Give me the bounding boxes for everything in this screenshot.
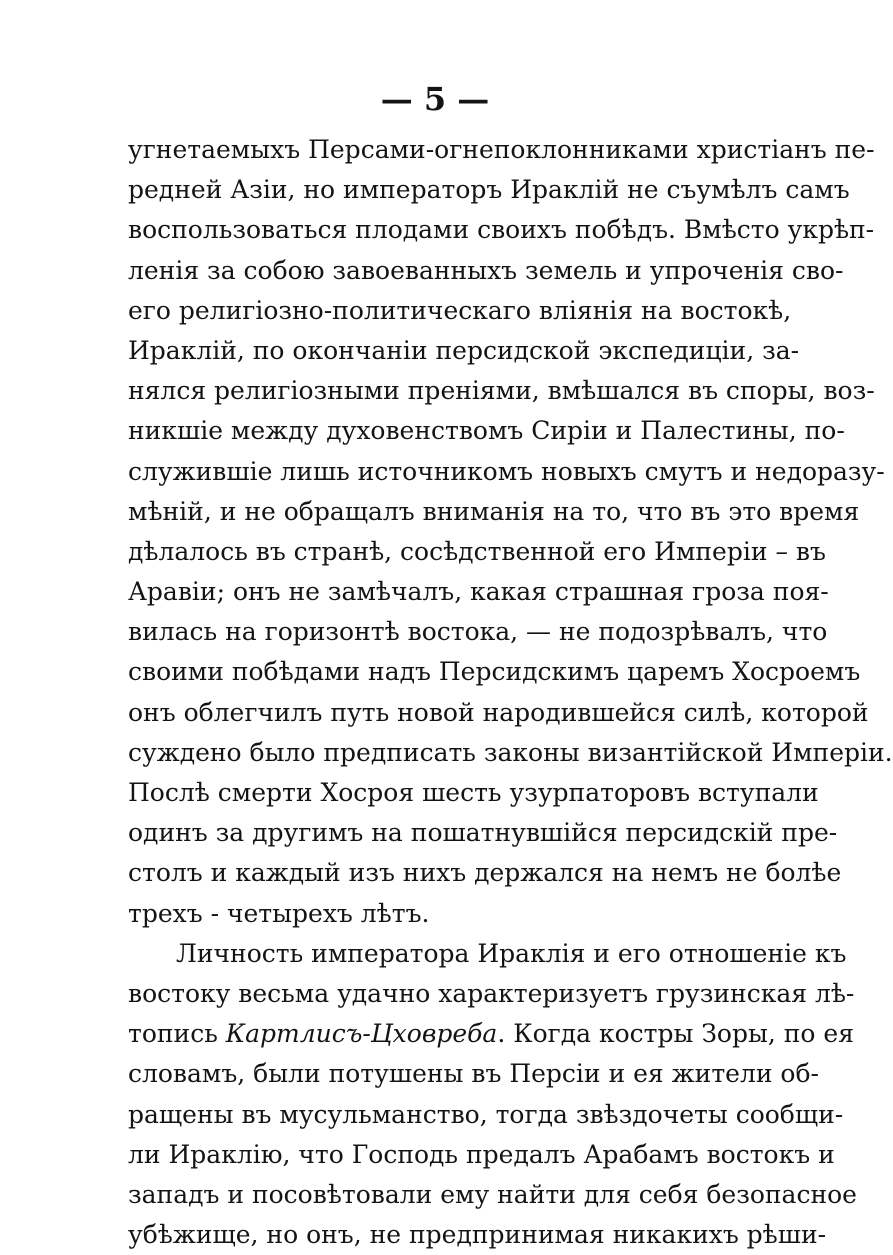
text-line: одинъ за другимъ на пошатнувшійся персидскій пре- — [128, 818, 838, 848]
text-line: западъ и посовѣтовали ему найти для себя безопасное — [128, 1179, 857, 1209]
text-line: столъ и каждый изъ нихъ держался на немъ не болѣе — [128, 858, 842, 888]
text-line: востоку весьма удачно характеризуетъ грузинская лѣ- — [128, 978, 855, 1008]
text-line: служившіе лишь источникомъ новыхъ смутъ и недоразу- — [128, 456, 885, 486]
text-line: дѣлалось въ странѣ, сосѣдственной его Имперіи – въ — [128, 536, 826, 566]
text-line: никшіе между духовенствомъ Сиріи и Палестины, по- — [128, 416, 845, 446]
text-line: своими побѣдами надъ Персидскимъ царемъ Хосроемъ — [128, 657, 861, 687]
body-text — [128, 130, 893, 1255]
text-line: воспользоваться плодами своихъ побѣдъ. Вмѣсто укрѣп- — [128, 215, 875, 245]
text-line: словамъ, были потушены въ Персіи и ея жители об- — [128, 1059, 819, 1089]
text-line — [128, 1014, 854, 1054]
paragraph-2 — [128, 934, 857, 1255]
text-line: суждено было предписать законы византійской Имперіи. — [128, 737, 893, 767]
paragraph-1 — [128, 130, 893, 934]
page-number: — 5 — — [380, 80, 490, 118]
text-line: Личность императора Ираклія и его отношеніе къ — [176, 938, 847, 968]
text-line: ращены въ мусульманство, тогда звѣздочеты сообщи- — [128, 1099, 844, 1129]
text-line: трехъ - четырехъ лѣтъ. — [128, 898, 430, 928]
emphasized-title: Картлисъ-Цховреба — [225, 1019, 498, 1049]
text-line: ленія за собою завоеванныхъ земель и упроченія сво- — [128, 255, 844, 285]
paragraph-2-rest — [128, 1054, 857, 1255]
text-line: вилась на горизонтѣ востока, — не подозрѣвалъ, что — [128, 617, 828, 647]
text-line: убѣжище, но онъ, не предпринимая никакихъ рѣши- — [128, 1220, 827, 1250]
text-line: редней Азіи, но императоръ Ираклій не съумѣлъ самъ — [128, 175, 850, 205]
text-line: Аравіи; онъ не замѣчалъ, какая страшная гроза поя- — [128, 577, 829, 607]
text-line: угнетаемыхъ Персами-огнепоклонниками христіанъ пе- — [128, 135, 875, 164]
text-line: Ираклій, по окончаніи персидской экспедиціи, за- — [128, 335, 800, 365]
text-line: ли Ираклію, что Господь предалъ Арабамъ востокъ и — [128, 1139, 835, 1169]
text-segment: . Когда костры Зоры, по ея — [497, 1019, 854, 1049]
text-line: его религіозно-политическаго вліянія на востокѣ, — [128, 295, 792, 325]
text-line: онъ облегчилъ путь новой народившейся силѣ, которой — [128, 697, 869, 727]
text-line: Послѣ смерти Хосроя шесть узурпаторовъ вступали — [128, 778, 819, 807]
text-line: мѣній, и не обращалъ вниманія на то, что въ это время — [128, 496, 860, 526]
text-line: нялся религіозными преніями, вмѣшался въ споры, воз- — [128, 376, 875, 406]
text-segment: топись — [128, 1019, 226, 1049]
